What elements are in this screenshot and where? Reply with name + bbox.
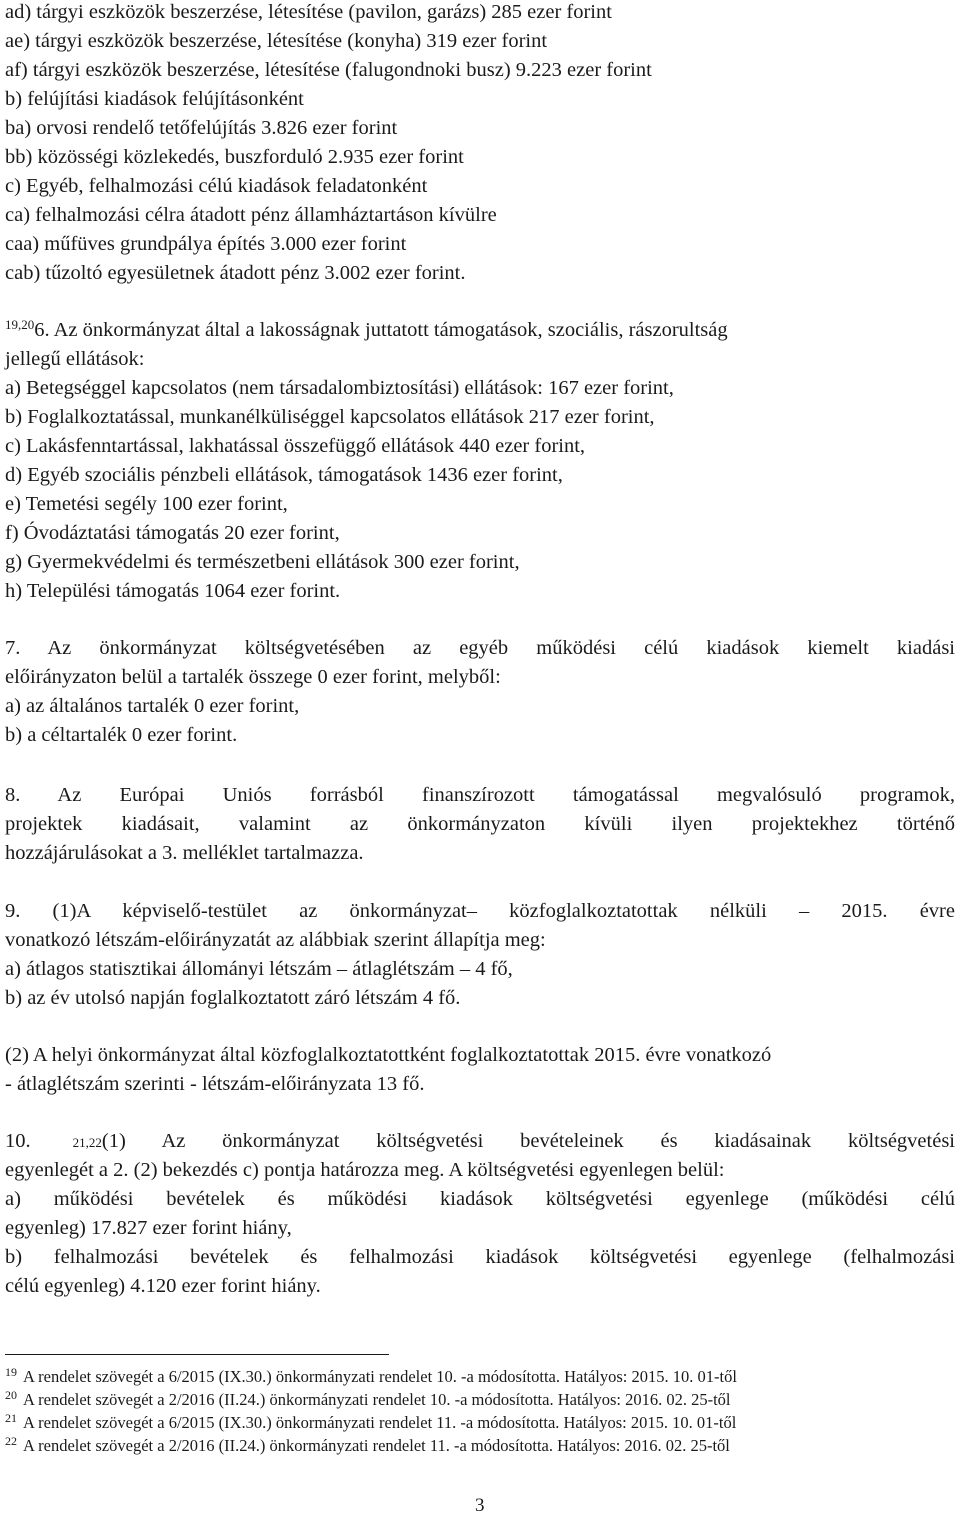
list-item: b) Foglalkoztatással, munkanélküliséggel kapcsolatos ellátások 217 ezer forint, [5, 406, 655, 428]
list-item: ae) tárgyi eszközök beszerzése, létesítése (konyha) 319 ezer forint [5, 30, 548, 52]
section-9-heading: 9. (1)A képviselő-testület az önkormányzat– közfoglalkoztatottak nélküli – 2015. évre [5, 900, 955, 922]
list-item: ca) felhalmozási célra átadott pénz államháztartáson kívülre [5, 204, 497, 226]
list-item: a) működési bevételek és működési kiadások költségvetési egyenlege (működési célú [5, 1188, 955, 1210]
footnote-text: A rendelet szövegét a 6/2015 (IX.30.) önkormányzati rendelet 11. -a módosította. Hatályos: 2015. 10. 01-től [23, 1413, 737, 1432]
list-item: előirányzaton belül a tartalék összege 0 ezer forint, melyből: [5, 666, 501, 688]
list-item: ad) tárgyi eszközök beszerzése, létesítése (pavilon, garázs) 285 ezer forint [5, 1, 612, 23]
footnote [5, 1413, 736, 1433]
footnote-ref[interactable]: 19,20 [5, 317, 35, 332]
footnote-text: A rendelet szövegét a 2/2016 (II.24.) önkormányzati rendelet 11. -a módosította. Hatályos: 2016. 02. 25-től [23, 1436, 730, 1455]
list-item: e) Temetési segély 100 ezer forint, [5, 493, 288, 515]
list-item: b) felújítási kiadások felújításonként [5, 88, 304, 110]
section-6-heading-text: 6. Az önkormányzat által a lakosságnak juttatott támogatások, szociális, rászorultság [34, 319, 728, 341]
paragraph-line: - átlaglétszám szerinti - létszám-előirányzata 13 fő. [5, 1073, 425, 1095]
section-10-number: 10. [5, 1130, 31, 1152]
list-item: h) Települési támogatás 1064 ezer forint. [5, 580, 341, 602]
section-10-heading-text: (1) Az önkormányzat költségvetési bevételeinek és kiadásainak költségvetési [101, 1130, 955, 1152]
section-6-heading [5, 318, 728, 342]
footnote-text: A rendelet szövegét a 6/2015 (IX.30.) önkormányzati rendelet 10. -a módosította. Hatályos: 2015. 10. 01-től [23, 1367, 737, 1386]
list-item: c) Lakásfenntartással, lakhatással összefüggő ellátások 440 ezer forint, [5, 435, 586, 457]
paragraph-line: célú egyenleg) 4.120 ezer forint hiány. [5, 1275, 321, 1297]
footnote-number: 21 [5, 1411, 17, 1425]
list-item: jellegű ellátások: [5, 348, 145, 370]
paragraph-line: projektek kiadásait, valamint az önkormányzaton kívüli ilyen projektekhez történő [5, 813, 955, 835]
list-item: bb) közösségi közlekedés, buszforduló 2.935 ezer forint [5, 146, 464, 168]
list-item: ba) orvosi rendelő tetőfelújítás 3.826 ezer forint [5, 117, 398, 139]
footnote [5, 1367, 737, 1387]
paragraph-line: hozzájárulásokat a 3. melléklet tartalmazza. [5, 842, 364, 864]
list-item: af) tárgyi eszközök beszerzése, létesítése (falugondnoki busz) 9.223 ezer forint [5, 59, 652, 81]
list-item: b) az év utolsó napján foglalkoztatott záró létszám 4 fő. [5, 987, 461, 1009]
section-8-heading: 8. Az Európai Uniós forrásból finanszírozott támogatással megvalósuló programok, [5, 784, 955, 806]
paragraph-line: egyenlegét a 2. (2) bekezdés c) pontja határozza meg. A költségvetési egyenlegen belül: [5, 1159, 725, 1181]
paragraph-line: (2) A helyi önkormányzat által közfoglalkoztatottként foglalkoztatottak 2015. évre vonatkozó [5, 1044, 772, 1066]
list-item: b) a céltartalék 0 ezer forint. [5, 724, 238, 746]
list-item: c) Egyéb, felhalmozási célú kiadások feladatonként [5, 175, 428, 197]
footnote-number: 20 [5, 1388, 17, 1402]
list-item: g) Gyermekvédelmi és természetbeni ellátások 300 ezer forint, [5, 551, 520, 573]
footnote [5, 1436, 730, 1456]
paragraph-line: vonatkozó létszám-előirányzatát az alábbiak szerint állapítja meg: [5, 929, 546, 951]
paragraph-line: egyenleg) 17.827 ezer forint hiány, [5, 1217, 292, 1239]
list-item: a) Betegséggel kapcsolatos (nem társadalombiztosítási) ellátások: 167 ezer forint, [5, 377, 674, 399]
section-7-heading: 7. Az önkormányzat költségvetésében az egyéb működési célú kiadások kiemelt kiadási [5, 637, 955, 659]
list-item: f) Óvodáztatási támogatás 20 ezer forint, [5, 522, 340, 544]
footnote [5, 1390, 731, 1410]
footnote-number: 19 [5, 1365, 17, 1379]
list-item: cab) tűzoltó egyesületnek átadott pénz 3.002 ezer forint. [5, 262, 466, 284]
footnote-text: A rendelet szövegét a 2/2016 (II.24.) önkormányzati rendelet 10. -a módosította. Hatályos: 2016. 02. 25-től [23, 1390, 731, 1409]
footnote-divider [5, 1354, 389, 1355]
page-number: 3 [475, 1495, 485, 1516]
list-item: b) felhalmozási bevételek és felhalmozási kiadások költségvetési egyenlege (felhalmozási [5, 1246, 955, 1268]
list-item: d) Egyéb szociális pénzbeli ellátások, támogatások 1436 ezer forint, [5, 464, 563, 486]
list-item: a) átlagos statisztikai állományi létszám – átlaglétszám – 4 fő, [5, 958, 513, 980]
list-item: caa) műfüves grundpálya építés 3.000 ezer forint [5, 233, 407, 255]
footnote-number: 22 [5, 1434, 17, 1448]
list-item: a) az általános tartalék 0 ezer forint, [5, 695, 300, 717]
section-10-heading: 10. 21,22 (1) Az önkormányzat költségvetési bevételeinek és kiadásainak költségvetési [5, 1130, 955, 1152]
